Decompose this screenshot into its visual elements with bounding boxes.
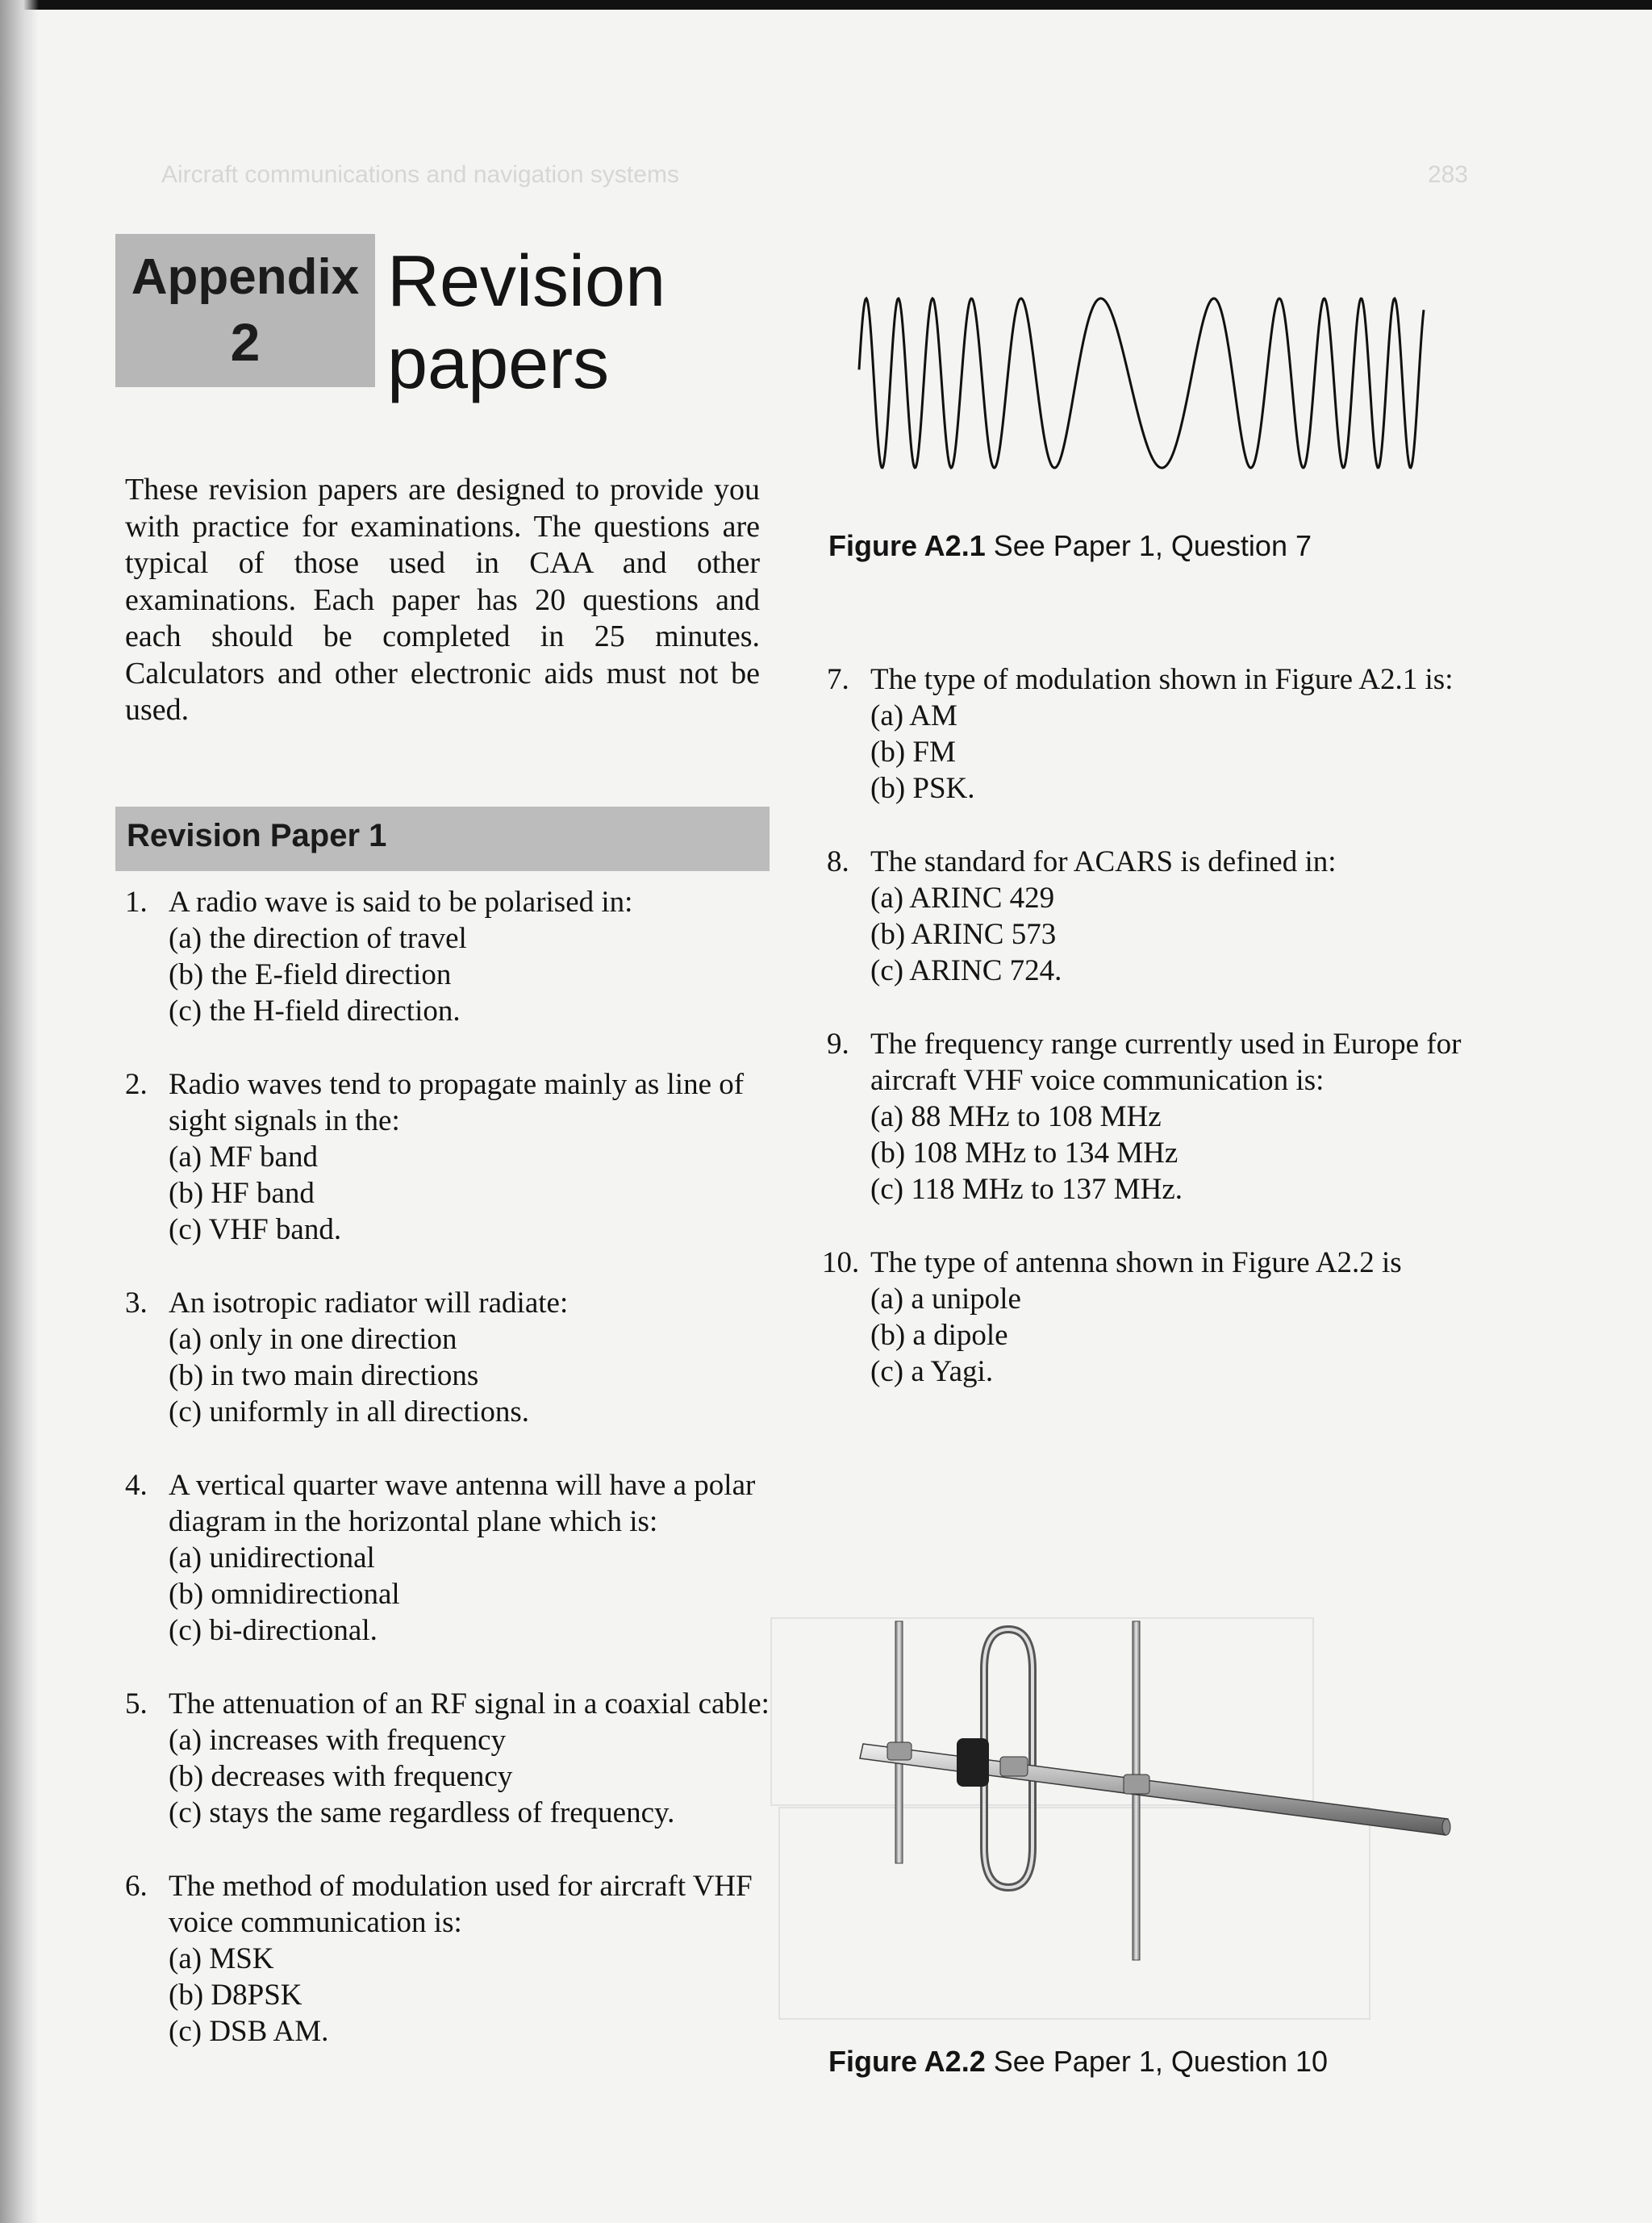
section-heading-bar bbox=[115, 807, 770, 871]
question-5 bbox=[125, 1686, 770, 1831]
option-a: (a) ARINC 429 bbox=[870, 882, 1055, 915]
figure-a2-1-caption bbox=[828, 529, 1312, 563]
question-text: The method of modulation used for aircraft VHF voice communication is: bbox=[169, 1870, 753, 1939]
option-c: (c) DSB AM. bbox=[169, 2015, 329, 2048]
option-a: (a) a unipole bbox=[870, 1282, 1021, 1316]
question-number: 1. bbox=[125, 886, 148, 919]
question-4 bbox=[125, 1467, 770, 1649]
option-c: (c) uniformly in all directions. bbox=[169, 1395, 529, 1428]
option-c: (c) a Yagi. bbox=[870, 1355, 994, 1388]
question-text: A radio wave is said to be polarised in: bbox=[169, 886, 633, 919]
question-number: 10. bbox=[822, 1246, 860, 1279]
question-7 bbox=[827, 661, 1464, 807]
question-text: The type of antenna shown in Figure A2.2 is bbox=[870, 1246, 1402, 1279]
option-c: (c) the H-field direction. bbox=[169, 995, 461, 1028]
option-b: (b) ARINC 573 bbox=[870, 918, 1057, 951]
question-number: 7. bbox=[827, 663, 849, 696]
chapter-title-line-2: papers bbox=[387, 323, 610, 404]
question-text: The type of modulation shown in Figure A2.1 is: bbox=[870, 663, 1454, 696]
question-10 bbox=[822, 1245, 1464, 1390]
option-b: (b) decreases with frequency bbox=[169, 1760, 513, 1793]
appendix-label-box bbox=[115, 234, 375, 387]
option-a: (a) only in one direction bbox=[169, 1323, 457, 1356]
option-a: (a) AM bbox=[870, 699, 957, 732]
question-number: 4. bbox=[125, 1469, 148, 1502]
question-1 bbox=[125, 884, 770, 1029]
question-text: The frequency range currently used in Europe for aircraft VHF voice communication is: bbox=[870, 1028, 1462, 1097]
intro-paragraph: These revision papers are designed to provide you with practice for examinations. The questions are typical of those used in CAA and other examinations. Each paper has 20 questions and each should be completed in 25 minutes. Calculators and other electronic aids must not be used. bbox=[125, 473, 760, 727]
figure-caption-text: See Paper 1, Question 10 bbox=[993, 2045, 1329, 2078]
question-8 bbox=[827, 844, 1464, 989]
option-a: (a) the direction of travel bbox=[169, 922, 467, 955]
question-number: 6. bbox=[125, 1870, 148, 1903]
chapter-title-line-1: Revision bbox=[387, 241, 666, 322]
ghost-page-number: 283 bbox=[1427, 161, 1468, 188]
antenna-boom bbox=[860, 1744, 1450, 1835]
option-b: (b) a dipole bbox=[870, 1319, 1008, 1352]
appendix-number: 2 bbox=[230, 312, 261, 372]
binding-shadow bbox=[0, 0, 39, 2223]
question-number: 5. bbox=[125, 1687, 148, 1720]
page-top-edge bbox=[0, 0, 1652, 10]
option-a: (a) unidirectional bbox=[169, 1541, 375, 1574]
question-number: 2. bbox=[125, 1068, 148, 1101]
figure-label: Figure A2.1 bbox=[828, 529, 986, 562]
question-3 bbox=[125, 1285, 770, 1430]
section-title: Revision Paper 1 bbox=[127, 818, 387, 853]
fm-waveform-trace bbox=[859, 298, 1424, 468]
option-c: (c) ARINC 724. bbox=[870, 954, 1062, 987]
question-text: An isotropic radiator will radiate: bbox=[169, 1287, 569, 1320]
question-6 bbox=[125, 1868, 770, 2050]
option-c: (c) VHF band. bbox=[169, 1213, 342, 1246]
question-text: Radio waves tend to propagate mainly as line of sight signals in the: bbox=[169, 1068, 745, 1137]
question-number: 8. bbox=[827, 845, 849, 878]
appendix-label: Appendix bbox=[131, 249, 360, 305]
option-b: (b) D8PSK bbox=[169, 1979, 302, 2012]
figure-caption-text: See Paper 1, Question 7 bbox=[993, 529, 1312, 562]
option-b: (b) omnidirectional bbox=[169, 1578, 400, 1611]
option-b: (b) the E-field direction bbox=[169, 958, 452, 991]
question-number: 9. bbox=[827, 1028, 849, 1061]
figure-a2-2-caption bbox=[828, 2045, 1328, 2079]
question-number: 3. bbox=[125, 1287, 148, 1320]
fm-waveform-figure bbox=[855, 282, 1428, 484]
question-text: The standard for ACARS is defined in: bbox=[870, 845, 1337, 878]
question-text: A vertical quarter wave antenna will have a polar diagram in the horizontal plane which is: bbox=[169, 1469, 756, 1538]
option-c: (c) stays the same regardless of frequency. bbox=[169, 1796, 675, 1829]
yagi-antenna-figure bbox=[847, 1605, 1460, 1976]
question-text: The attenuation of an RF signal in a coaxial cable: bbox=[169, 1687, 770, 1720]
question-2 bbox=[125, 1066, 770, 1248]
bleed-through-header bbox=[161, 161, 1468, 194]
option-b: (b) in two main directions bbox=[169, 1359, 479, 1392]
option-a: (a) increases with frequency bbox=[169, 1724, 507, 1757]
option-b: (b) FM bbox=[870, 736, 956, 769]
option-b: (b) 108 MHz to 134 MHz bbox=[870, 1137, 1179, 1170]
questions-right-column bbox=[822, 661, 1464, 1427]
ghost-running-title: Aircraft communications and navigation systems bbox=[161, 161, 679, 188]
option-c: (b) PSK. bbox=[870, 772, 975, 805]
figure-label: Figure A2.2 bbox=[828, 2045, 986, 2078]
chapter-title bbox=[387, 240, 726, 405]
questions-left-column bbox=[125, 884, 770, 2087]
option-a: (a) MF band bbox=[169, 1141, 318, 1174]
feed-connector-box bbox=[957, 1738, 989, 1787]
option-a: (a) MSK bbox=[169, 1942, 274, 1975]
option-c: (c) 118 MHz to 137 MHz. bbox=[870, 1173, 1183, 1206]
option-a: (a) 88 MHz to 108 MHz bbox=[870, 1100, 1162, 1133]
option-b: (b) HF band bbox=[169, 1177, 315, 1210]
option-c: (c) bi-directional. bbox=[169, 1614, 378, 1647]
question-9 bbox=[827, 1026, 1464, 1207]
